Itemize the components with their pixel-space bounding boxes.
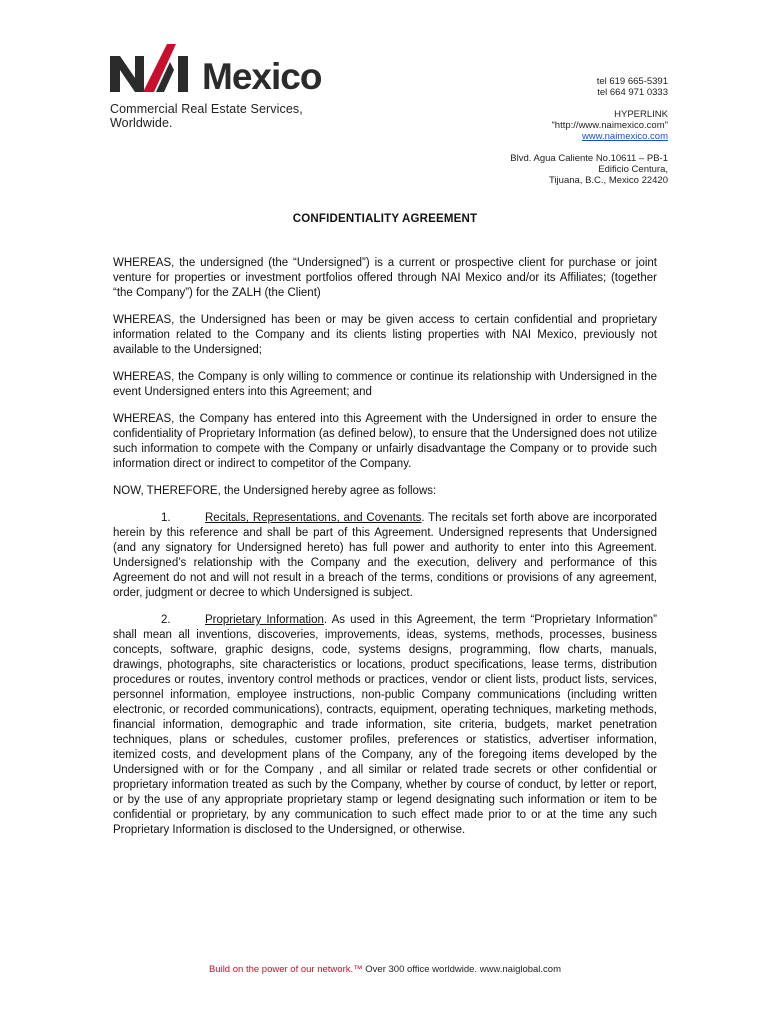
footer-text: Over 300 office worldwide. www.naiglobal.com xyxy=(362,964,562,975)
page-footer xyxy=(0,964,770,975)
company-logo xyxy=(110,40,350,130)
nai-logo-icon xyxy=(110,40,198,92)
section-2-heading: Proprietary Information xyxy=(205,614,324,626)
section-1-heading: Recitals, Representations, and Covenants xyxy=(205,512,422,524)
logo-mark xyxy=(110,40,350,97)
address-line-1: Blvd. Agua Caliente No.10611 – PB-1 xyxy=(510,153,668,164)
phone-2: tel 664 971 0333 xyxy=(597,87,668,98)
section-2 xyxy=(113,613,657,838)
section-1-text: . The recitals set forth above are incorporated herein by this reference and shall be part of this Agreement. Undersigned represents that Undersigned (and any signatory for Undersigned hereto) has full power and authority to enter into this Agreement. Undersigned’s relationship with the Company and the execution, delivery and performance of this Agreement do not and will not result in a breach of the terms, conditions or provisions of any agreement, order, judgment or decree to which Undersigned is subject. xyxy=(113,512,657,599)
section-2-text: . As used in this Agreement, the term “Proprietary Information” shall mean all inventions, discoveries, improvements, ideas, systems, methods, processes, business concepts, software, graphic designs, code, systems designs, programming, flow charts, manuals, drawings, photographs, site characteristics or locations, product specifications, lease terms, distribution procedures or routes, inventory control methods or practices, vendor or client lists, product lists, services, personnel information, employee instructions, non-public Company communications (including written electronic, or recorded communications), contracts, equipment, operating techniques, marketing methods, financial information, demographic and trade information, site criteria, budgets, market penetration techniques, plans or schedules, customer profiles, preferences or statistics, advertiser information, itemized costs, and development plans of the Company, any of the foregoing items developed by the Undersigned with or for the Company , and all similar or related trade secrets or other confidential or proprietary information treated as such by the Company, whether by course of conduct, by letter or report, or by the use of any appropriate proprietary stamp or legend designating such information or item to be confidential or proprietary, by any communication to such effect made prior to or at the time any such Proprietary Information is disclosed to the Undersigned, or otherwise. xyxy=(113,614,657,836)
whereas-paragraph-1: WHEREAS, the undersigned (the “Undersigned”) is a current or prospective client for purchase or joint venture for properties or investment portfolios offered through NAI Mexico and/or its Affiliates; (together “the Company”) for the ZALH (the Client) xyxy=(113,257,657,299)
document-title: CONFIDENTIALITY AGREEMENT xyxy=(292,213,478,225)
section-1 xyxy=(113,511,657,601)
therefore-paragraph: NOW, THEREFORE, the Undersigned hereby agree as follows: xyxy=(113,485,437,497)
address-line-2: Edificio Centura, xyxy=(598,164,668,175)
address-line-3: Tijuana, B.C., Mexico 22420 xyxy=(549,175,668,186)
section-2-number: 2. xyxy=(161,614,171,626)
contact-block xyxy=(510,76,668,186)
whereas-paragraph-2: WHEREAS, the Undersigned has been or may be given access to certain confidential and proprietary information related to the Company and its clients listing properties with NAI Mexico, previously not available to the Undersigned; xyxy=(113,314,657,356)
document-body xyxy=(113,256,657,850)
phone-1: tel 619 665-5391 xyxy=(596,76,668,87)
section-1-number: 1. xyxy=(161,512,171,524)
whereas-paragraph-4: WHEREAS, the Company has entered into this Agreement with the Undersigned in order to ensure the confidentiality of Proprietary Information (as defined below), to ensure that the Undersigned does not utilize such information to compete with the Company or unfairly disadvantage the Company or to provide such information direct or indirect to competitor of the Company. xyxy=(113,413,658,470)
company-tagline: Commercial Real Estate Services, Worldwide. xyxy=(110,102,303,130)
website-link[interactable]: www.naimexico.com xyxy=(581,131,668,142)
hyperlink-label: HYPERLINK xyxy=(614,109,668,120)
footer-slogan: Build on the power of our network.™ xyxy=(208,964,363,975)
hyperlink-url: "http://www.naimexico.com" xyxy=(551,120,668,131)
logo-wordmark: Mexico xyxy=(202,56,322,97)
whereas-paragraph-3: WHEREAS, the Company is only willing to commence or continue its relationship with Undersigned in the event Undersigned enters into this Agreement; and xyxy=(113,371,657,398)
